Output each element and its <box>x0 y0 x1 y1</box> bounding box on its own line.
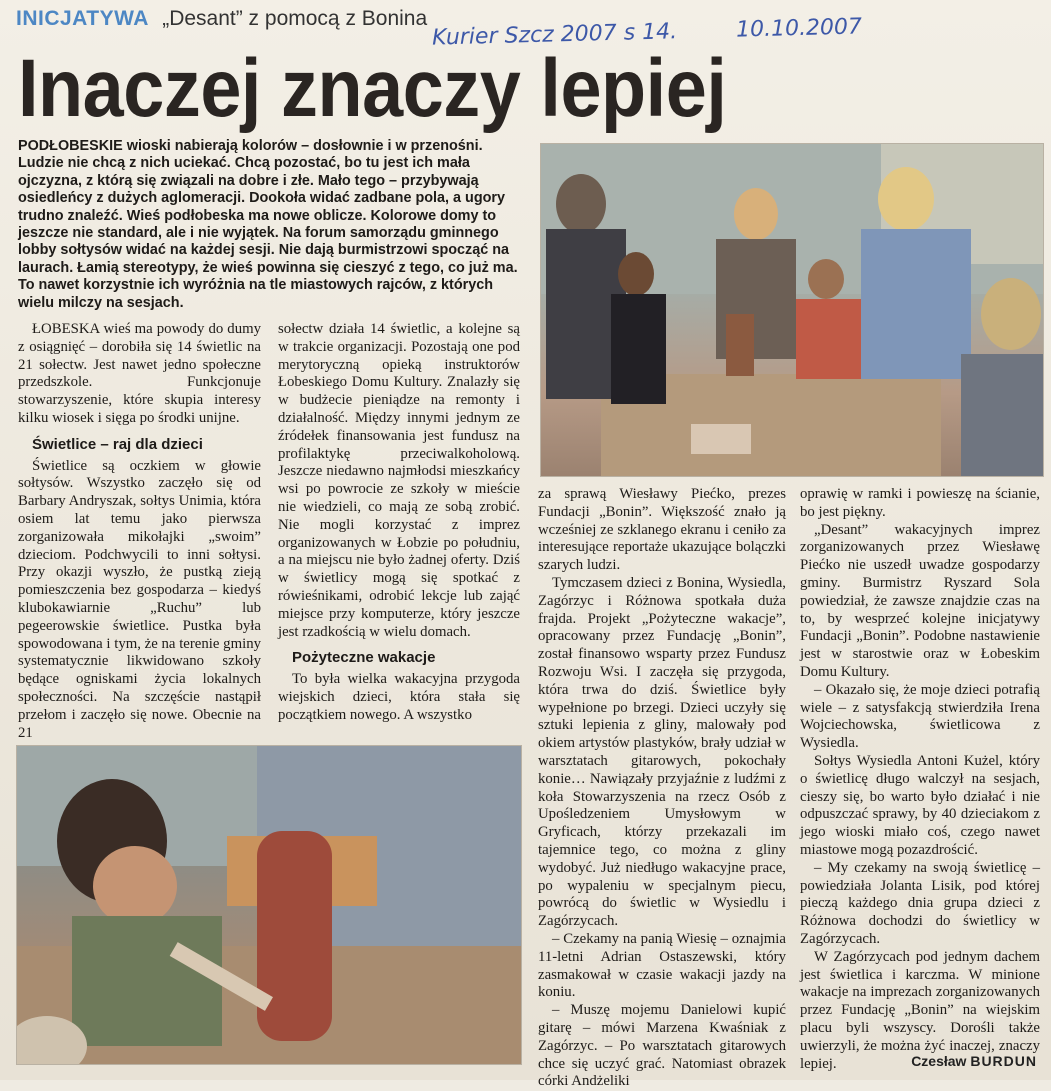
column-1-paragraph-1: ŁOBESKA wieś ma powody do dumy z osiągnięć – dorobiła się 14 świetlic na 21 sołectw. Jest nawet jedno społeczne przedszkole. Funkcjonuje stowarzyszenie, które skupia interesy kilku wiosek i sięga po środki unijne. <box>18 321 261 426</box>
boy-photo-illustration <box>17 746 521 1064</box>
article-column-1 <box>18 321 261 742</box>
column-4-paragraph-1: oprawię w ramki i powieszę na ścianie, bo jest piękny. <box>800 486 1040 520</box>
article-column-3 <box>538 486 786 1091</box>
article-lead <box>18 138 530 312</box>
subheading-swietlice: Świetlice – raj dla dzieci <box>32 435 203 453</box>
column-2-paragraph-1: sołectw działa 14 świetlic, a kolejne są w trakcie organizacji. Pozostają one pod merytoryczną opieką instruktorów Łobeskiego Domu Kultury. Znalazły się w budżecie pieniądze na remonty i działalność. Między innymi jednym ze źródełek finansowania jest fundusz na profilaktykę przeciwalkoholową. Jeszcze niedawno najmłodsi mieszkańcy wsi po powrocie ze szkoły w mieście nie wiedzieli, co mają ze sobą zrobić. Nie mogli korzystać z imprez organizowanych w Łobzie po południu, a na miejscu nie było żadnej oferty. Dziś w świetlicy mogą się spotkać z rówieśnikami, odrobić lekcje lub zająć miejsce przy komputerze, który jeszcze jest rzadkością w wielu domach. <box>278 321 520 640</box>
lead-dateline: PODŁOBESKIE <box>18 138 123 154</box>
column-3-paragraph-1: za sprawą Wiesławy Piećko, prezes Fundacji „Bonin”. Większość znało ją wcześniej ze szklanego ekranu i ceniło za interesujące reportaże ukazujące bolączki szarych ludzi. <box>538 486 786 574</box>
section-subtitle: „Desant” z pomocą z Bonina <box>162 7 428 30</box>
column-3-paragraph-3: – Czekamy na panią Wiesię – oznajmia 11-letni Adrian Ostaszewski, który zasmakował w czasie wakacji jazdy na koniu. <box>538 930 786 1001</box>
author-surname: BURDUN <box>970 1053 1037 1069</box>
subheading-pozyteczne-wakacje: Pożyteczne wakacje <box>292 649 436 667</box>
column-4-paragraph-3: – Okazało się, że moje dzieci potrafią wiele – z satysfakcją stwierdziła Irena Wojciechowska, świetlicowa z Wysiedla. <box>800 681 1040 752</box>
column-4-paragraph-5: – My czekamy na swoją świetlicę – powiedziała Jolanta Lisik, pod której pieczą każdego dnia grupa dzieci z Różnowa dochodzi do świetlicy w Zagórzycach. <box>800 859 1040 947</box>
workshop-photo-illustration <box>541 144 1043 476</box>
column-3-paragraph-2: Tymczasem dzieci z Bonina, Wysiedla, Zagórzyc i Różnowa spotkała duża frajda. Projekt „Pożyteczne wakacje”, opracowany przez Fundację „Bonin”, został finansowo wsparty przez Fundusz Rozwoju Wsi. I zaczęła się przygoda, która trwa do dziś. Świetlice były wypełnione po brzegi. Dzieci uczyły się sztuki lepienia z gliny, malowały pod okiem artystów plastyków, brały udział w warsztatach gitarowych, pokochały konie… Nawiązały przyjaźnie z ludźmi z koła Stowarzyszenia na rzecz Osób z Upośledzeniem Umysłowym w Gryficach, którzy przekazali im tajemnice tego, co można z gliny wydobyć. Już niedługo wakacyjne prace, po wypaleniu w specjalnym piecu, powrócą do świetlic w Wysiedlu i Zagórzycach. <box>538 574 786 930</box>
photo-boy-sculpting-clay <box>16 745 522 1065</box>
article-column-4 <box>800 486 1040 1073</box>
section-kicker <box>16 6 427 31</box>
author-signature <box>911 1053 1037 1069</box>
article-column-2 <box>278 321 520 725</box>
lead-text: wioski nabierają kolorów – dosłownie i w przenośni. Ludzie nie chcą z nich uciekać. Chcą pozostać, bo tu jest ich mała ojczyzna, z którą się związali na dobre i złe. Mało tego – przybywają osiedleńcy z dużych aglomeracji. Dookoła widać zadbane pola, a ugory trudno znaleźć. Wieś podłobeska ma nowe oblicze. Kolorowe domy to jeszcze nie standard, ale i nie wyjątek. Na forum samorządu gminnego lobby sołtysów widać na każdej sesji. Nie dają burmistrzowi spocząć na laurach. Łamią stereotypy, że wieś powinna się cieszyć z tego, co już ma. To nawet korzystnie ich wyróżnia na tle miastowych rajców, z których wielu milczy na sesjach. <box>18 138 518 311</box>
column-4-paragraph-4: Sołtys Wysiedla Antoni Kużel, który o świetlicę długo walczył na sesjach, cieszy się, bo warto było działać i nie odpuszczać sprawy, by 40 dzieciakom z jego wioski miało coś, czego nawet miastowe mogą pozazdrościć. <box>800 752 1040 858</box>
column-3-paragraph-4: – Muszę mojemu Danielowi kupić gitarę – mówi Marzena Kwaśniak z Zagórzyc. – Po warsztatach gitarowych chce się uczyć grać. Natomiast obrazek córki Andżeliki <box>538 1002 786 1090</box>
column-2-paragraph-2: To była wielka wakacyjna przygoda wiejskich dzieci, która stała się początkiem nowego. A wszystko <box>278 671 520 723</box>
column-4-paragraph-6: W Zagórzycach pod jednym dachem jest świetlica i karczma. W minione wakacje na imprezach zorganizowanych przez Fundację „Bonin” na wiejskim placu byli wszyscy. Dorośli także uwierzyli, że można żyć inaczej, znaczy lepiej. <box>800 948 1040 1072</box>
column-1-paragraph-2: Świetlice są oczkiem w głowie sołtysów. Wszystko zaczęło się od Barbary Andryszak, sołtys Unimia, która osiem lat temu jako pierwsza zorganizowała mikołajki „swoim” dzieciom. Podchwycili to inni sołtysi. Przy okazji wyszło, że pustką zieją pomieszczenia bez gospodarza – kiedyś klubokawiarnie „Ruchu” lub pegeerowskie świetlice. Pustka była spowodowana i tym, że na terenie gminy systematycznie likwidowano szkoły będące ogniskami życia lokalnych społeczności. Na szczęście nastąpił przełom i zaczęło się nowe. Obecnie na 21 <box>18 457 261 741</box>
author-first-name: Czesław <box>911 1053 967 1069</box>
section-label: INICJATYWA <box>16 7 149 30</box>
handwritten-source: Kurier Szcz 2007 s 14. <box>431 19 678 51</box>
handwritten-date: 10.10.2007 <box>735 14 863 43</box>
column-4-paragraph-2: „Desant” wakacyjnych imprez zorganizowanych przez Wiesławę Piećko nie uszedł uwadze gospodarzy gminy. Burmistrz Ryszard Sola powiedział, że zawsze znajdzie czas na to, by wesprzeć kolejne inicjatywy Fundacji „Bonin”. Podobne nastawienie jest w starostwie oraz w Łobeskim Domu Kultury. <box>800 521 1040 680</box>
photo-clay-workshop-group <box>540 143 1044 477</box>
article-headline: Inaczej znaczy lepiej <box>18 43 727 134</box>
